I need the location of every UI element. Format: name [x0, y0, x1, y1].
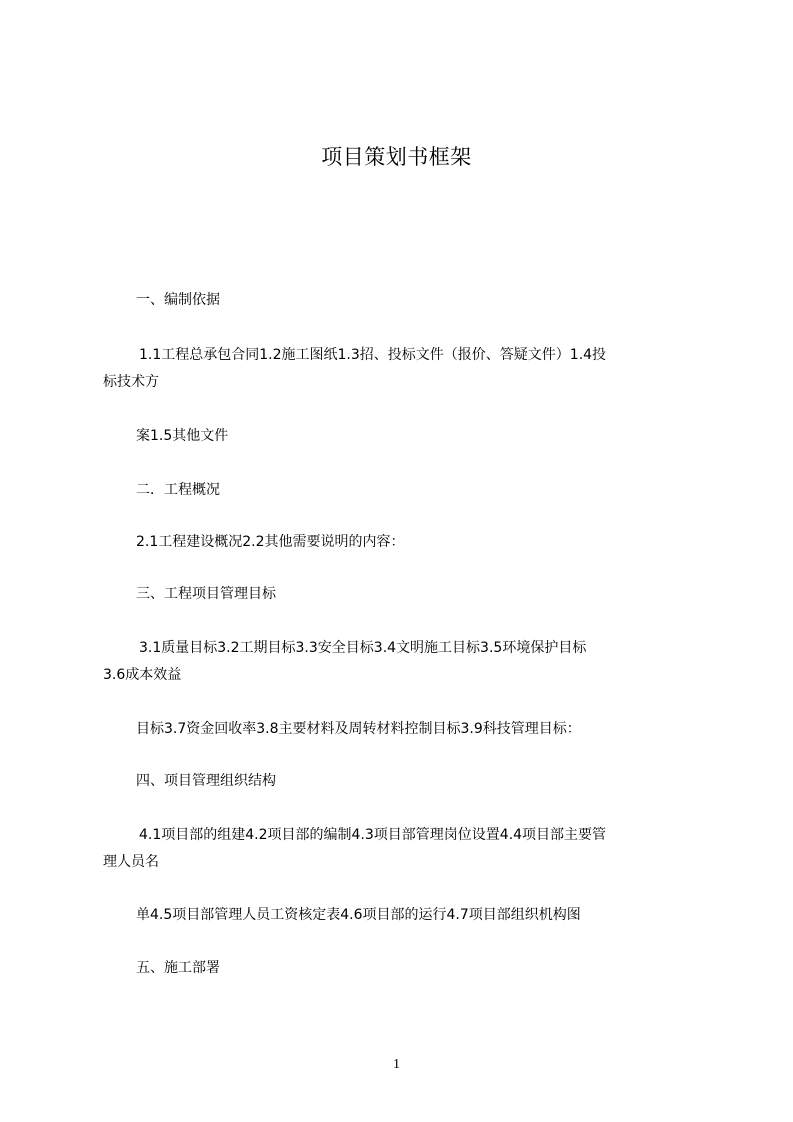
- heading-organization-structure: 四、项目管理组织结构: [136, 773, 276, 789]
- paragraph-line: 2.1工程建设概况2.2其他需要说明的内容：: [136, 534, 405, 550]
- heading-management-goals: 三、工程项目管理目标: [136, 586, 276, 602]
- paragraph-line: 案1.5其他文件: [136, 428, 229, 444]
- page-title: 项目策划书框架: [321, 145, 472, 169]
- paragraph-line: 目标3.7资金回收率3.8主要材料及周转材料控制目标3.9科技管理目标：: [136, 721, 581, 737]
- heading-compilation-basis: 一、编制依据: [136, 292, 220, 308]
- paragraph-line: 标技术方: [103, 374, 159, 390]
- paragraph-line: 理人员名: [103, 854, 159, 870]
- paragraph-line: 单4.5项目部管理人员工资核定表4.6项目部的运行4.7项目部组织机构图: [136, 907, 581, 923]
- heading-construction-deployment: 五、施工部署: [136, 960, 220, 976]
- paragraph-line: 3.6成本效益: [103, 667, 182, 683]
- page-number: 1: [393, 1057, 400, 1072]
- heading-project-overview: 二．工程概况: [136, 482, 220, 498]
- paragraph-line: 1.1工程总承包合同1.2施工图纸1.3招、投标文件（报价、答疑文件）1.4投: [139, 347, 607, 363]
- paragraph-line: 3.1质量目标3.2工期目标3.3安全目标3.4文明施工目标3.5环境保护目标: [139, 640, 587, 656]
- paragraph-line: 4.1项目部的组建4.2项目部的编制4.3项目部管理岗位设置4.4项目部主要管: [139, 827, 607, 843]
